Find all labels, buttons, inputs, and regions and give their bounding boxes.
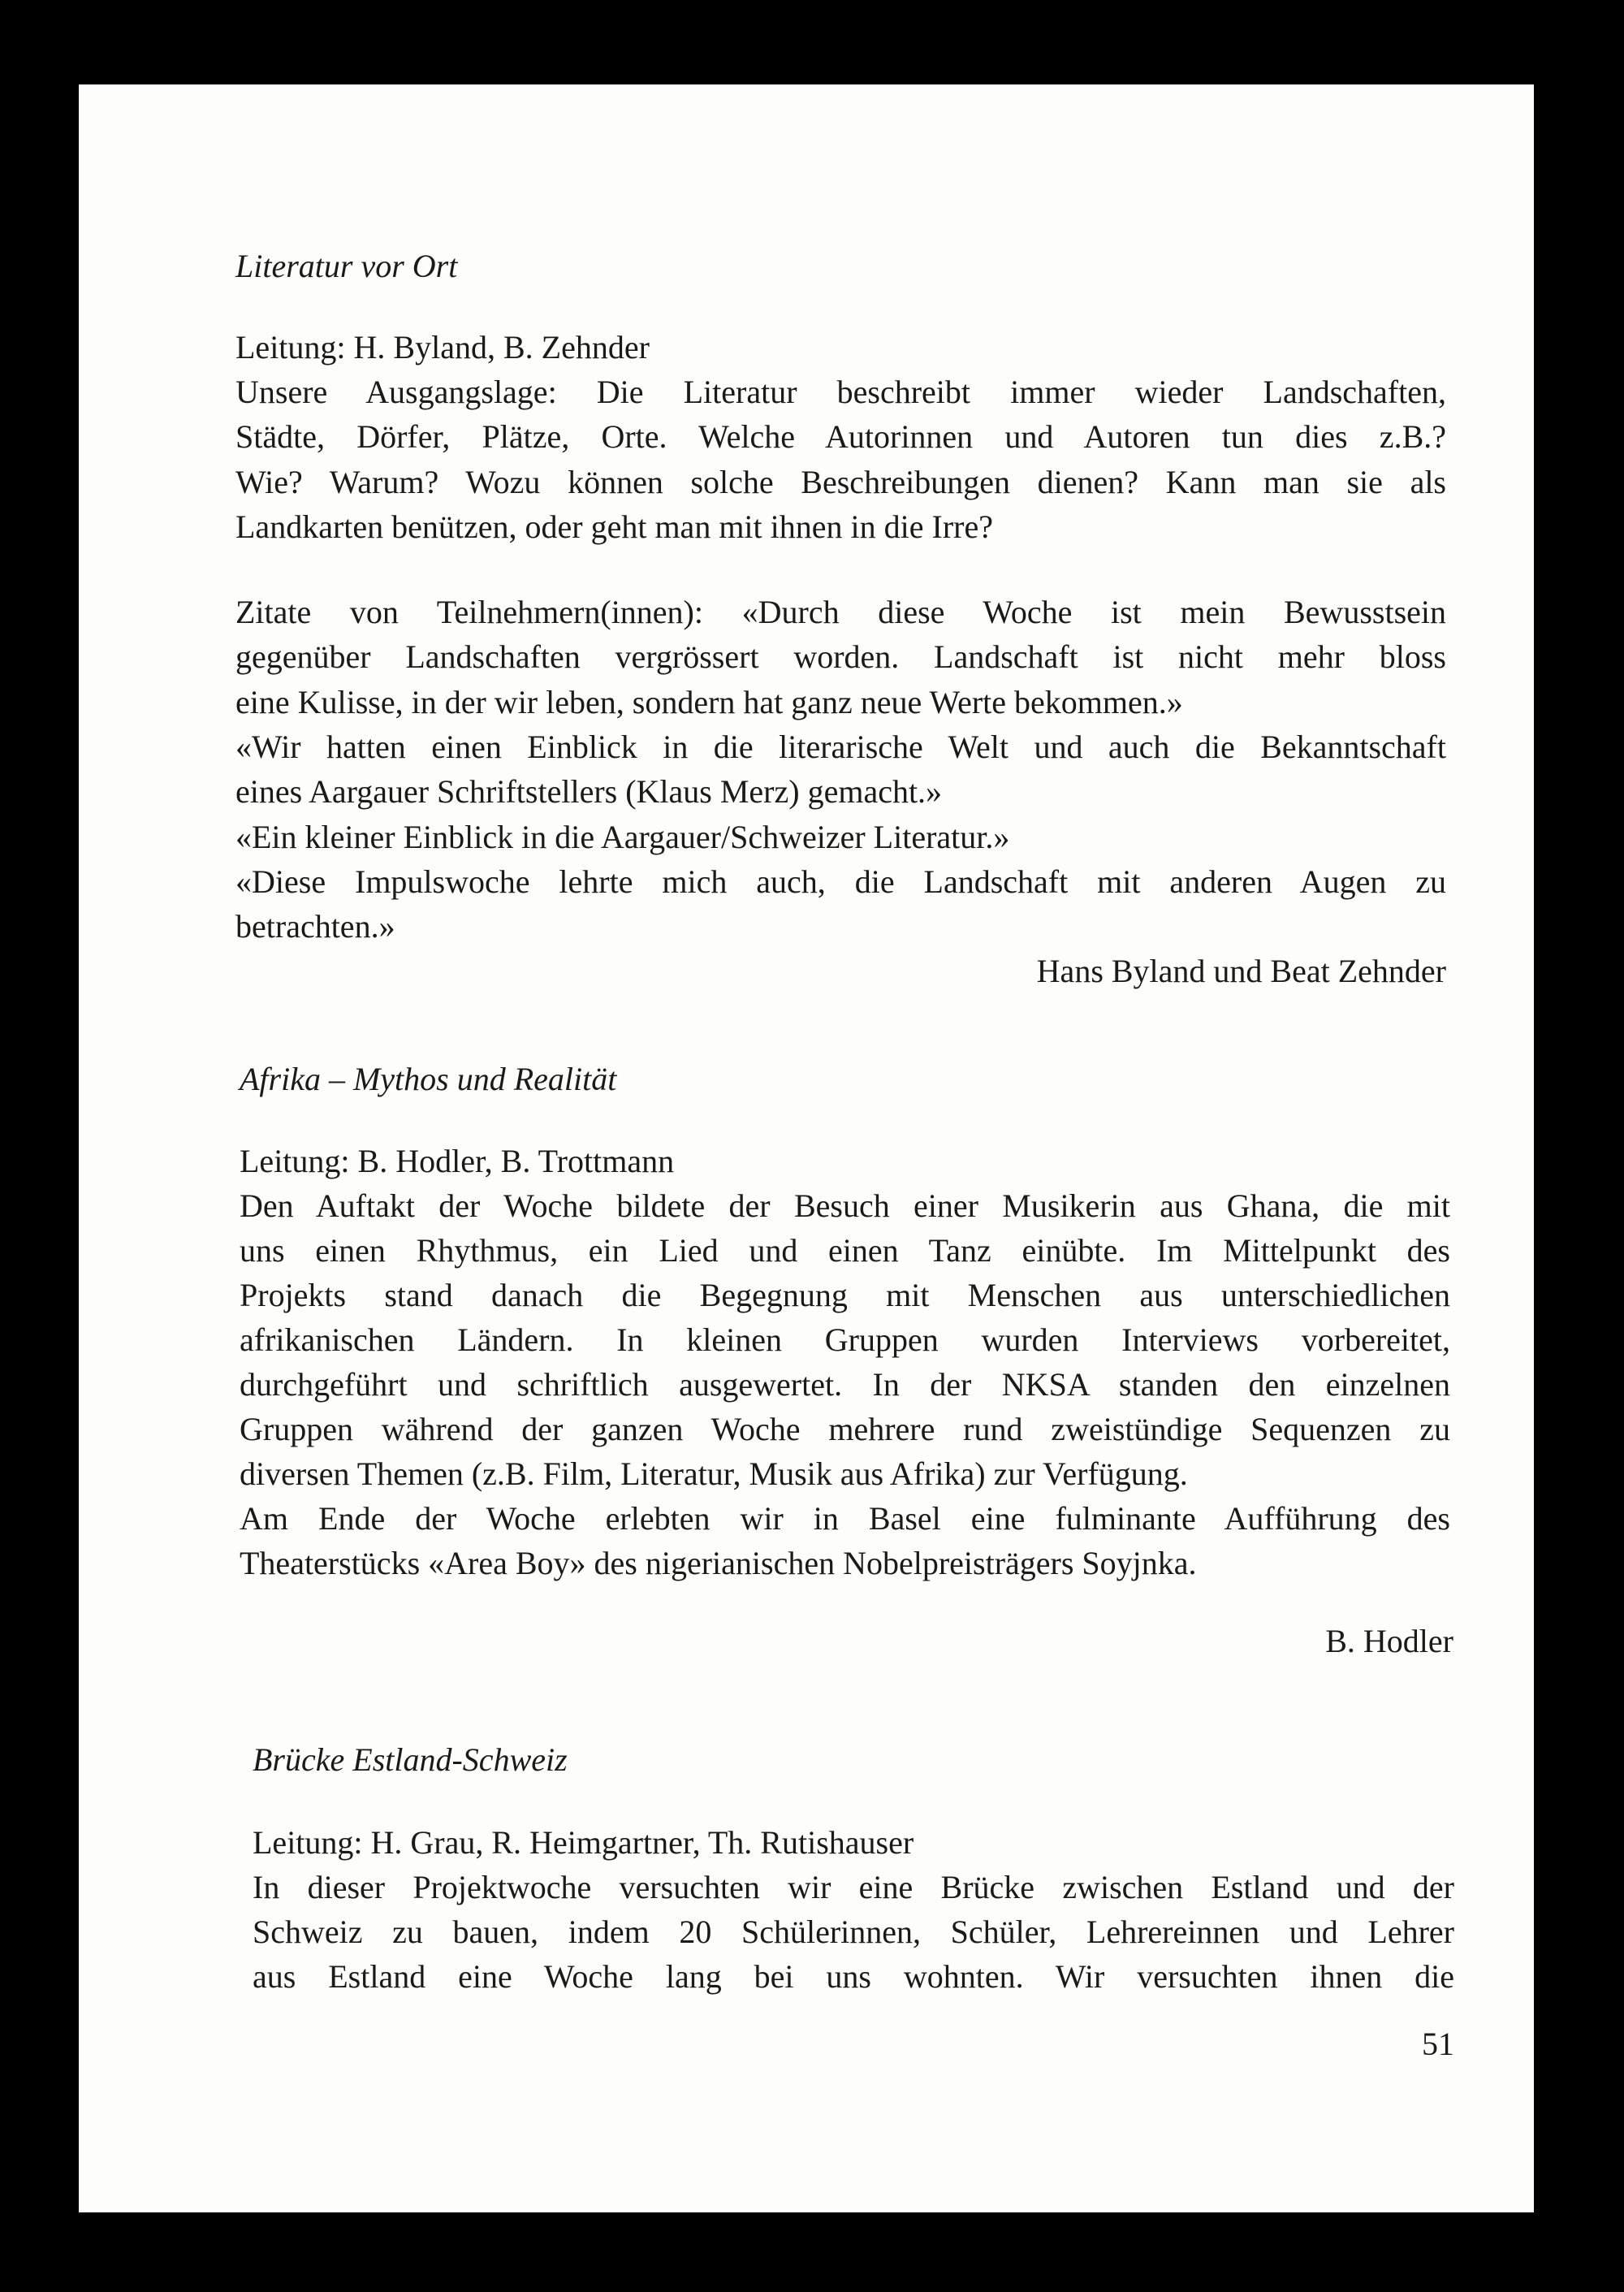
section-title: Brücke Estland-Schweiz [253, 1741, 568, 1778]
body-line: Gruppen während der ganzen Woche mehrere rund zweistündige Sequenzen zu [240, 1411, 1450, 1447]
page-number: 51 [1422, 2026, 1454, 2062]
body-line: gegenüber Landschaften vergrössert worden. Landschaft ist nicht mehr bloss [235, 638, 1446, 675]
body-line: «Diese Impulswoche lehrte mich auch, die Landschaft mit anderen Augen zu [235, 863, 1446, 900]
section-signature: B. Hodler [1325, 1623, 1453, 1659]
body-line: diversen Themen (z.B. Film, Literatur, Musik aus Afrika) zur Verfügung. [240, 1455, 1188, 1492]
body-line: durchgeführt und schriftlich ausgewertet. In der NKSA standen den einzelnen [240, 1366, 1450, 1403]
body-line: Projekts stand danach die Begegnung mit Menschen aus unterschiedlichen [240, 1277, 1450, 1313]
body-line: Landkarten benützen, oder geht man mit ihnen in die Irre? [235, 508, 993, 545]
leitung-line: Leitung: B. Hodler, B. Trottmann [240, 1143, 675, 1179]
body-line: Unsere Ausgangslage: Die Literatur beschreibt immer wieder Landschaften, [235, 374, 1446, 410]
body-line: Wie? Warum? Wozu können solche Beschreibungen dienen? Kann man sie als [235, 464, 1446, 500]
section-signature: Hans Byland und Beat Zehnder [1036, 953, 1446, 989]
body-line: Zitate von Teilnehmern(innen): «Durch diese Woche ist mein Bewusstsein [235, 594, 1446, 630]
body-line: In dieser Projektwoche versuchten wir eine Brücke zwischen Estland und der [253, 1869, 1454, 1905]
body-line: Theaterstücks «Area Boy» des nigerianischen Nobelpreisträgers Soyjnka. [240, 1545, 1197, 1581]
body-line: eines Aargauer Schriftstellers (Klaus Merz) gemacht.» [235, 773, 943, 810]
body-line: Am Ende der Woche erlebten wir in Basel eine fulminante Aufführung des [240, 1500, 1450, 1537]
body-line: afrikanischen Ländern. In kleinen Gruppen wurden Interviews vorbereitet, [240, 1321, 1450, 1358]
body-line: betrachten.» [235, 908, 395, 945]
document-page [79, 84, 1534, 2212]
section-title: Literatur vor Ort [235, 248, 458, 284]
leitung-line: Leitung: H. Byland, B. Zehnder [235, 329, 650, 365]
body-line: «Wir hatten einen Einblick in die literarische Welt und auch die Bekanntschaft [235, 729, 1446, 765]
body-line: aus Estland eine Woche lang bei uns wohnten. Wir versuchten ihnen die [253, 1958, 1454, 1995]
body-line: Den Auftakt der Woche bildete der Besuch einer Musikerin aus Ghana, die mit [240, 1187, 1450, 1224]
leitung-line: Leitung: H. Grau, R. Heimgartner, Th. Rutishauser [253, 1824, 914, 1861]
body-line: Städte, Dörfer, Plätze, Orte. Welche Autorinnen und Autoren tun dies z.B.? [235, 418, 1446, 455]
body-line: Schweiz zu bauen, indem 20 Schülerinnen, Schüler, Lehrereinnen und Lehrer [253, 1914, 1454, 1950]
section-title: Afrika – Mythos und Realität [240, 1061, 617, 1097]
body-line: eine Kulisse, in der wir leben, sondern hat ganz neue Werte bekommen.» [235, 684, 1183, 720]
body-line: «Ein kleiner Einblick in die Aargauer/Schweizer Literatur.» [235, 819, 1010, 855]
body-line: uns einen Rhythmus, ein Lied und einen Tanz einübte. Im Mittelpunkt des [240, 1232, 1450, 1269]
